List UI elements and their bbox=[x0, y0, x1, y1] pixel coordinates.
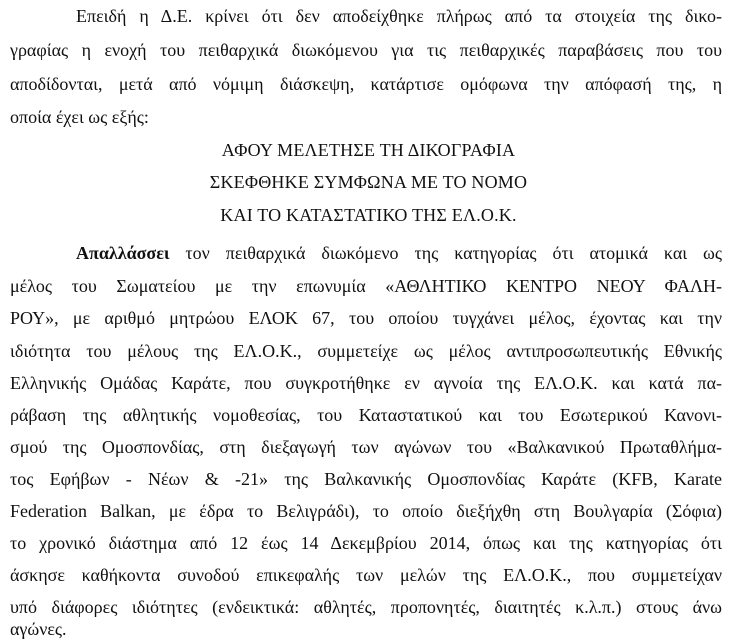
decision-line-8: τος Εφήβων - Νέων & -21» της Βαλκανικής Ομοσπονδίας Καράτε (KFB, Karate bbox=[10, 469, 722, 489]
intro-line-1: Επειδή η Δ.Ε. κρίνει ότι δεν αποδείχθηκε πλήρως από τα στοιχεία της δικο- bbox=[76, 6, 722, 26]
intro-line-2: γραφίας η ενοχή του πειθαρχικά διωκόμενου για τις πειθαρχικές παραβάσεις που του bbox=[10, 40, 722, 60]
decision-line-3: ΡΟΥ», με αριθμό μητρώου ΕΛΟΚ 67, του οποίου τυγχάνει μέλος, έχοντας και την bbox=[10, 308, 722, 328]
decision-line-5: Ελληνικής Ομάδας Καράτε, που συγκροτήθηκε εν αγνοία της ΕΛ.Ο.Κ. και κατά πα- bbox=[10, 373, 722, 393]
decision-line-7: σμού της Ομοσπονδίας, στη διεξαγωγή των αγώνων του «Βαλκανικού Πρωταθλήμα- bbox=[10, 437, 722, 457]
decision-line-1 bbox=[76, 238, 722, 268]
intro-line-4: οποία έχει ως εξής: bbox=[10, 107, 149, 127]
decision-line-13: αγώνες. bbox=[10, 619, 67, 639]
decision-line-12: υπό διάφορες ιδιότητες (ενδεικτικά: αθλητές, προπονητές, διαιτητές κ.λ.π.) στους άνω bbox=[10, 597, 722, 617]
intro-line-3: αποδίδονται, μετά από νόμιμη διάσκεψη, κατάρτισε ομόφωνα την απόφασή της, η bbox=[10, 74, 722, 94]
heading-line-1: ΑΦΟΥ ΜΕΛΕΤΗΣΕ ΤΗ ΔΙΚΟΓΡΑΦΙΑ bbox=[221, 140, 516, 160]
decision-bold-word: Απαλλάσσει bbox=[76, 243, 170, 263]
heading-line-3: ΚΑΙ ΤΟ ΚΑΤΑΣΤΑΤΙΚΟ ΤΗΣ ΕΛ.Ο.Κ. bbox=[220, 205, 517, 225]
decision-line-4: ιδιότητα του μέλους της ΕΛ.Ο.Κ., συμμετείχε ως μέλος αντιπροσωπευτικής Εθνικής bbox=[10, 341, 722, 361]
decision-line-6: ράβαση της αθλητικής νομοθεσίας, του Καταστατικού και του Εσωτερικού Κανονι- bbox=[10, 405, 722, 425]
decision-line-10: το χρονικό διάστημα από 12 έως 14 Δεκεμβρίου 2014, όπως και της κατηγορίας ότι bbox=[10, 533, 722, 553]
decision-line-2: μέλος του Σωματείου με την επωνυμία «ΑΘΛΗΤΙΚΟ ΚΕΝΤΡΟ ΝΕΟΥ ΦΑΛΗ- bbox=[10, 276, 722, 296]
decision-line-9: Federation Balkan, με έδρα το Βελιγράδι), το οποίο διεξήχθη στη Βουλγαρία (Σόφια) bbox=[10, 501, 722, 521]
decision-first-line-text: τον πειθαρχικά διωκόμενο της κατηγορίας ότι ατομικά και ως bbox=[169, 243, 722, 263]
heading-line-2: ΣΚΕΦΘΗΚΕ ΣΥΜΦΩΝΑ ΜΕ ΤΟ ΝΟΜΟ bbox=[209, 172, 528, 192]
decision-line-11: άσκησε καθήκοντα συνοδού επικεφαλής των μελών της ΕΛ.Ο.Κ., που συμμετείχαν bbox=[10, 565, 722, 585]
